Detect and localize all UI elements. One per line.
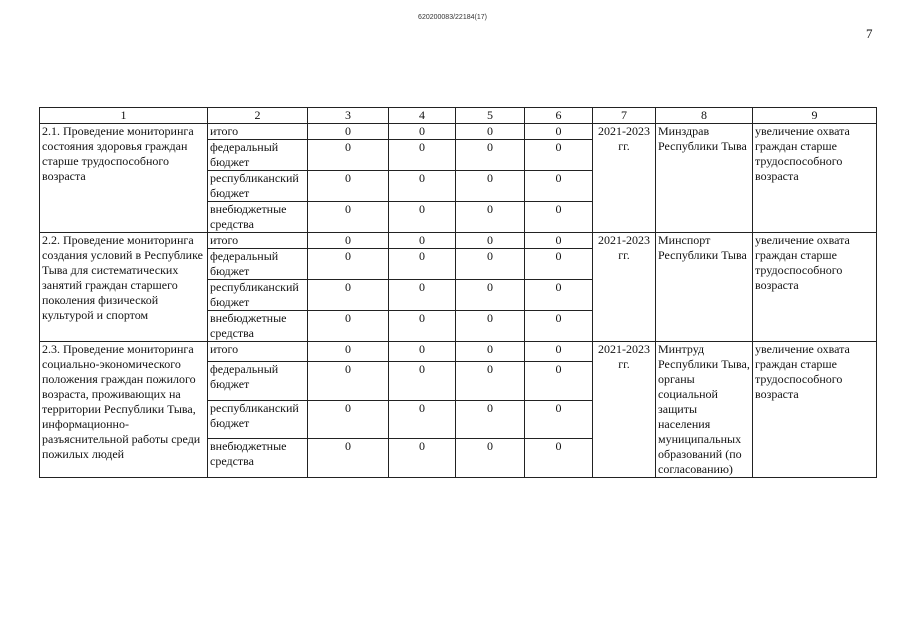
value-cell: 0: [525, 280, 593, 311]
source-cell: федеральный бюджет: [208, 361, 308, 400]
value-cell: 0: [525, 311, 593, 342]
period-cell: 2021-2023 гг.: [593, 342, 656, 478]
header-cell: 9: [753, 108, 877, 124]
source-cell: республиканский бюджет: [208, 400, 308, 439]
header-cell: 1: [40, 108, 208, 124]
value-cell: 0: [389, 233, 456, 249]
value-cell: 0: [308, 400, 389, 439]
value-cell: 0: [525, 140, 593, 171]
source-cell: итого: [208, 342, 308, 362]
value-cell: 0: [456, 249, 525, 280]
value-cell: 0: [456, 439, 525, 478]
value-cell: 0: [308, 361, 389, 400]
value-cell: 0: [456, 202, 525, 233]
header-cell: 4: [389, 108, 456, 124]
value-cell: 0: [308, 233, 389, 249]
value-cell: 0: [456, 280, 525, 311]
value-cell: 0: [525, 171, 593, 202]
activity-cell: 2.3. Проведение мониторинга социально-экономического положения граждан пожилого возраста, проживающих на территории Республики Тыва, информационно-разъяснительной работы среди пожилых людей: [40, 342, 208, 478]
value-cell: 0: [389, 342, 456, 362]
value-cell: 0: [389, 249, 456, 280]
source-cell: республиканский бюджет: [208, 280, 308, 311]
value-cell: 0: [456, 124, 525, 140]
value-cell: 0: [525, 439, 593, 478]
activity-cell: 2.1. Проведение мониторинга состояния здоровья граждан старше трудоспособного возраста: [40, 124, 208, 233]
value-cell: 0: [456, 361, 525, 400]
source-cell: итого: [208, 124, 308, 140]
document-code: 620200083/22184(17): [418, 14, 487, 21]
value-cell: 0: [308, 124, 389, 140]
table-row: [40, 124, 877, 140]
source-cell: внебюджетные средства: [208, 311, 308, 342]
source-cell: итого: [208, 233, 308, 249]
value-cell: 0: [308, 280, 389, 311]
page-number: 7: [866, 26, 873, 41]
program-table: [39, 107, 877, 478]
source-cell: внебюджетные средства: [208, 439, 308, 478]
value-cell: 0: [389, 439, 456, 478]
value-cell: 0: [525, 249, 593, 280]
header-cell: 2: [208, 108, 308, 124]
table-row: [40, 233, 877, 249]
value-cell: 0: [456, 400, 525, 439]
value-cell: 0: [308, 171, 389, 202]
value-cell: 0: [308, 342, 389, 362]
value-cell: 0: [525, 400, 593, 439]
header-cell: 6: [525, 108, 593, 124]
source-cell: федеральный бюджет: [208, 140, 308, 171]
value-cell: 0: [456, 342, 525, 362]
header-row: [40, 108, 877, 124]
result-cell: увеличение охвата граждан старше трудоспособного возраста: [753, 124, 877, 233]
value-cell: 0: [389, 361, 456, 400]
result-cell: увеличение охвата граждан старше трудоспособного возраста: [753, 233, 877, 342]
executor-cell: Минтруд Республики Тыва, органы социальной защиты населения муниципальных образований (по согласованию): [656, 342, 753, 478]
value-cell: 0: [389, 280, 456, 311]
value-cell: 0: [389, 400, 456, 439]
value-cell: 0: [525, 202, 593, 233]
period-cell: 2021-2023 гг.: [593, 233, 656, 342]
value-cell: 0: [389, 140, 456, 171]
value-cell: 0: [308, 202, 389, 233]
value-cell: 0: [308, 439, 389, 478]
table-row: [40, 342, 877, 362]
source-cell: федеральный бюджет: [208, 249, 308, 280]
value-cell: 0: [389, 124, 456, 140]
value-cell: 0: [525, 361, 593, 400]
value-cell: 0: [389, 311, 456, 342]
source-cell: республиканский бюджет: [208, 171, 308, 202]
executor-cell: Минспорт Республики Тыва: [656, 233, 753, 342]
value-cell: 0: [308, 140, 389, 171]
executor-cell: Минздрав Республики Тыва: [656, 124, 753, 233]
header-cell: 3: [308, 108, 389, 124]
value-cell: 0: [525, 124, 593, 140]
value-cell: 0: [525, 342, 593, 362]
value-cell: 0: [389, 171, 456, 202]
value-cell: 0: [308, 311, 389, 342]
period-cell: 2021-2023 гг.: [593, 124, 656, 233]
value-cell: 0: [389, 202, 456, 233]
value-cell: 0: [456, 311, 525, 342]
value-cell: 0: [456, 233, 525, 249]
activity-cell: 2.2. Проведение мониторинга создания условий в Республике Тыва для систематических занятий граждан старшего поколения физической культурой и спортом: [40, 233, 208, 342]
header-cell: 5: [456, 108, 525, 124]
value-cell: 0: [456, 140, 525, 171]
result-cell: увеличение охвата граждан старше трудоспособного возраста: [753, 342, 877, 478]
value-cell: 0: [525, 233, 593, 249]
value-cell: 0: [456, 171, 525, 202]
header-cell: 7: [593, 108, 656, 124]
header-cell: 8: [656, 108, 753, 124]
value-cell: 0: [308, 249, 389, 280]
source-cell: внебюджетные средства: [208, 202, 308, 233]
